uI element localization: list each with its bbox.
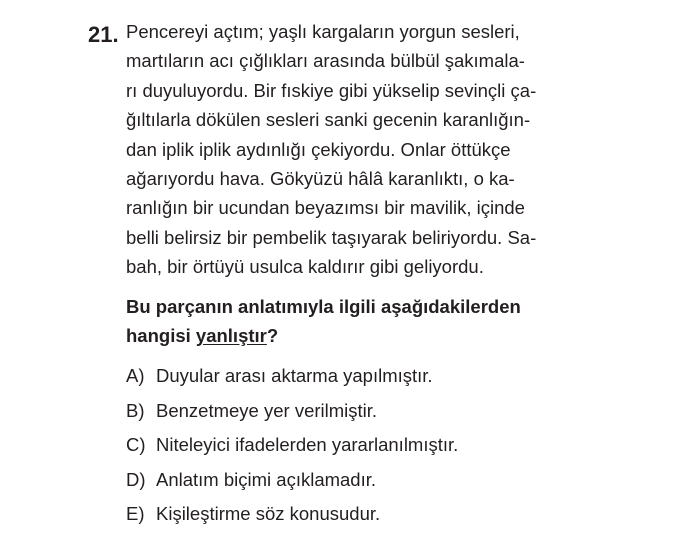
- option-b[interactable]: [126, 396, 596, 431]
- question-number: 21.: [88, 22, 119, 47]
- passage-line: bah, bir örtüyü usulca kaldırır gibi geliyordu.: [126, 256, 484, 278]
- question-prompt: [126, 292, 596, 350]
- question-prompt-line-1: Bu parçanın anlatımıyla ilgili aşağıdakilerden: [126, 296, 521, 317]
- question-prompt-line-2: [126, 321, 596, 350]
- passage-line: martıların acı çığlıkları arasında bülbül şakımala-: [126, 50, 525, 72]
- option-text: Anlatım biçimi açıklamadır.: [156, 468, 377, 490]
- option-letter: E): [126, 503, 145, 525]
- question-passage: [126, 17, 588, 282]
- passage-line: Pencereyi açtım; yaşlı kargaların yorgun sesleri,: [126, 21, 520, 42]
- passage-line: ağarıyordu hava. Gökyüzü hâlâ karanlıktı, o ka-: [126, 167, 515, 189]
- prompt-underlined-word: yanlıştır: [195, 325, 267, 346]
- option-letter: C): [126, 434, 146, 456]
- passage-line: ranlığın bir ucundan beyazımsı bir mavilik, içinde: [126, 197, 525, 219]
- answer-options: [126, 361, 596, 534]
- option-letter: A): [126, 365, 145, 386]
- option-text: Kişileştirme söz konusudur.: [156, 503, 381, 525]
- option-d[interactable]: [126, 465, 596, 500]
- option-letter: D): [126, 468, 146, 490]
- option-letter: B): [126, 399, 145, 421]
- option-c[interactable]: [126, 430, 596, 465]
- option-e[interactable]: [126, 499, 596, 534]
- prompt-prefix: hangisi: [126, 325, 196, 346]
- option-text: Benzetmeye yer verilmiştir.: [156, 399, 378, 421]
- option-text: Duyular arası aktarma yapılmıştır.: [156, 365, 433, 386]
- passage-line: rı duyuluyordu. Bir fıskiye gibi yükselip sevinçli ça-: [126, 79, 537, 101]
- prompt-suffix: ?: [266, 325, 279, 346]
- option-text: Niteleyici ifadelerden yararlanılmıştır.: [156, 434, 459, 456]
- passage-line: dan iplik iplik aydınlığı çekiyordu. Onlar öttükçe: [126, 138, 511, 160]
- passage-line: belli belirsiz bir pembelik taşıyarak beliriyordu. Sa-: [126, 226, 537, 248]
- passage-line: ğıltılarla dökülen sesleri sanki gecenin karanlığın-: [126, 109, 531, 131]
- option-a[interactable]: [126, 361, 596, 396]
